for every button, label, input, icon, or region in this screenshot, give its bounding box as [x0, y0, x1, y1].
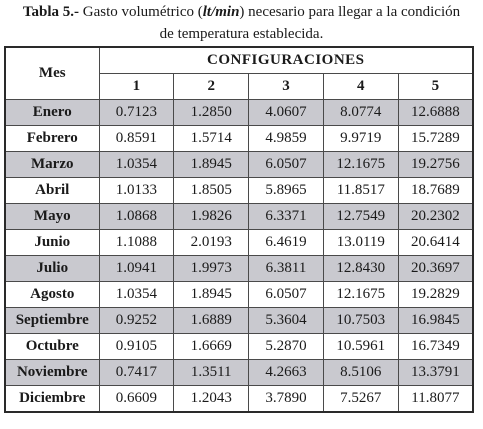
value-cell: 6.4619 — [249, 230, 324, 256]
month-cell: Diciembre — [5, 386, 99, 413]
caption-text-after-unit: ) necesario para llegar a la condición — [239, 4, 461, 20]
month-cell: Julio — [5, 256, 99, 282]
caption-unit: lt/min — [202, 4, 240, 20]
value-cell: 1.0133 — [99, 178, 174, 204]
flow-rate-table — [4, 46, 474, 413]
value-cell: 12.6888 — [398, 100, 473, 126]
value-cell: 16.7349 — [398, 334, 473, 360]
value-cell: 1.0354 — [99, 282, 174, 308]
month-cell: Febrero — [5, 126, 99, 152]
value-cell: 6.3371 — [249, 204, 324, 230]
value-cell: 16.9845 — [398, 308, 473, 334]
month-cell: Enero — [5, 100, 99, 126]
value-cell: 4.9859 — [249, 126, 324, 152]
value-cell: 1.9826 — [174, 204, 249, 230]
value-cell: 15.7289 — [398, 126, 473, 152]
value-cell: 0.6609 — [99, 386, 174, 413]
value-cell: 1.2043 — [174, 386, 249, 413]
value-cell: 1.3511 — [174, 360, 249, 386]
table-row — [5, 100, 473, 126]
value-cell: 1.0354 — [99, 152, 174, 178]
value-cell: 20.3697 — [398, 256, 473, 282]
month-cell: Octubre — [5, 334, 99, 360]
value-cell: 1.8945 — [174, 152, 249, 178]
value-cell: 1.0868 — [99, 204, 174, 230]
value-cell: 0.7417 — [99, 360, 174, 386]
value-cell: 2.0193 — [174, 230, 249, 256]
value-cell: 6.3811 — [249, 256, 324, 282]
value-cell: 11.8517 — [323, 178, 398, 204]
value-cell: 10.7503 — [323, 308, 398, 334]
value-cell: 8.5106 — [323, 360, 398, 386]
value-cell: 11.8077 — [398, 386, 473, 413]
table-head — [5, 47, 473, 100]
header-row-group — [5, 47, 473, 74]
month-column-header: Mes — [5, 47, 99, 100]
caption-label: Tabla 5.- — [22, 4, 79, 20]
config-column-header: 1 — [99, 74, 174, 100]
value-cell: 19.2756 — [398, 152, 473, 178]
month-cell: Marzo — [5, 152, 99, 178]
month-cell: Noviembre — [5, 360, 99, 386]
value-cell: 12.7549 — [323, 204, 398, 230]
value-cell: 8.0774 — [323, 100, 398, 126]
value-cell: 7.5267 — [323, 386, 398, 413]
month-cell: Agosto — [5, 282, 99, 308]
value-cell: 1.8945 — [174, 282, 249, 308]
month-cell: Junio — [5, 230, 99, 256]
config-column-header: 2 — [174, 74, 249, 100]
configurations-group-header: CONFIGURACIONES — [99, 47, 473, 74]
value-cell: 20.2302 — [398, 204, 473, 230]
caption-line-1 — [0, 1, 483, 23]
table-row — [5, 386, 473, 413]
value-cell: 0.7123 — [99, 100, 174, 126]
config-column-header: 5 — [398, 74, 473, 100]
table-row — [5, 178, 473, 204]
table-row — [5, 256, 473, 282]
table-row — [5, 360, 473, 386]
value-cell: 1.5714 — [174, 126, 249, 152]
table-body — [5, 100, 473, 413]
month-cell: Mayo — [5, 204, 99, 230]
value-cell: 1.2850 — [174, 100, 249, 126]
caption-line-2: de temperatura establecida. — [159, 26, 324, 42]
value-cell: 1.6669 — [174, 334, 249, 360]
caption-text-before-unit: Gasto volumétrico ( — [79, 4, 203, 20]
value-cell: 12.1675 — [323, 152, 398, 178]
value-cell: 1.9973 — [174, 256, 249, 282]
table-row — [5, 230, 473, 256]
table-row — [5, 282, 473, 308]
value-cell: 1.0941 — [99, 256, 174, 282]
table-caption — [0, 0, 483, 45]
config-column-header: 3 — [249, 74, 324, 100]
value-cell: 13.3791 — [398, 360, 473, 386]
value-cell: 12.1675 — [323, 282, 398, 308]
value-cell: 0.8591 — [99, 126, 174, 152]
value-cell: 1.1088 — [99, 230, 174, 256]
value-cell: 4.0607 — [249, 100, 324, 126]
value-cell: 0.9252 — [99, 308, 174, 334]
value-cell: 5.8965 — [249, 178, 324, 204]
value-cell: 5.3604 — [249, 308, 324, 334]
value-cell: 9.9719 — [323, 126, 398, 152]
value-cell: 6.0507 — [249, 282, 324, 308]
value-cell: 12.8430 — [323, 256, 398, 282]
table-row — [5, 308, 473, 334]
table-row — [5, 334, 473, 360]
value-cell: 0.9105 — [99, 334, 174, 360]
value-cell: 5.2870 — [249, 334, 324, 360]
value-cell: 18.7689 — [398, 178, 473, 204]
value-cell: 4.2663 — [249, 360, 324, 386]
month-cell: Septiembre — [5, 308, 99, 334]
value-cell: 1.8505 — [174, 178, 249, 204]
value-cell: 10.5961 — [323, 334, 398, 360]
table-row — [5, 152, 473, 178]
table-row — [5, 126, 473, 152]
config-column-header: 4 — [323, 74, 398, 100]
value-cell: 3.7890 — [249, 386, 324, 413]
value-cell: 20.6414 — [398, 230, 473, 256]
value-cell: 19.2829 — [398, 282, 473, 308]
value-cell: 1.6889 — [174, 308, 249, 334]
value-cell: 6.0507 — [249, 152, 324, 178]
value-cell: 13.0119 — [323, 230, 398, 256]
month-cell: Abril — [5, 178, 99, 204]
table-row — [5, 204, 473, 230]
